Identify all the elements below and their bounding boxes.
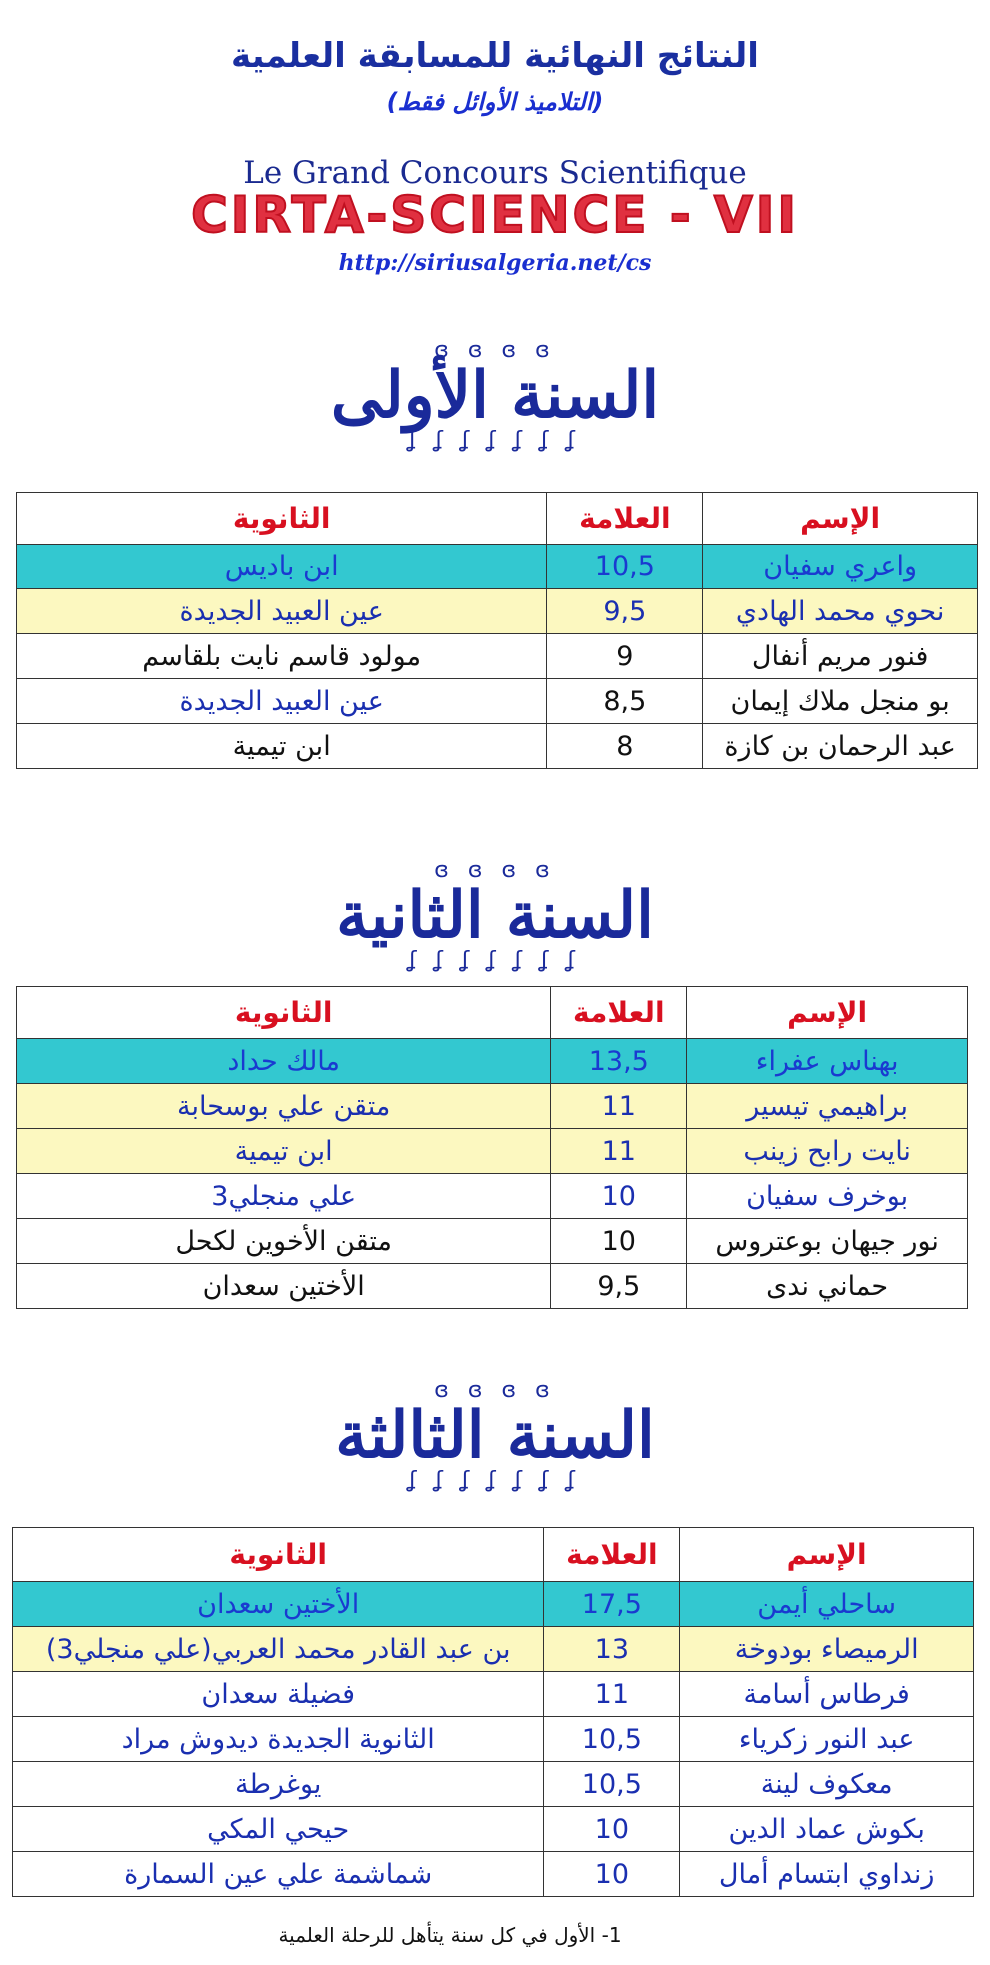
table-row — [17, 634, 978, 679]
student-name: فرطاس أسامة — [680, 1672, 974, 1717]
table-row — [13, 1807, 974, 1852]
column-header-name: الإسم — [687, 987, 968, 1039]
student-name: بوخرف سفيان — [687, 1174, 968, 1219]
student-name: عبد النور زكرياء — [680, 1717, 974, 1762]
student-name: فنور مريم أنفال — [703, 634, 978, 679]
student-name: نايت رابح زينب — [687, 1129, 968, 1174]
column-header-score: العلامة — [544, 1528, 680, 1582]
contest-logo-text: CIRTA-SCIENCE - VII — [191, 186, 799, 244]
year3-ornament-bottom: ʆ ʆ ʆ ʆ ʆ ʆ ʆ — [409, 1468, 581, 1493]
table-header-row — [17, 493, 978, 545]
student-school: يوغرطة — [13, 1762, 544, 1807]
table-row — [17, 724, 978, 769]
student-score: 10 — [551, 1174, 687, 1219]
student-score: 9,5 — [551, 1264, 687, 1309]
student-school: حيحي المكي — [13, 1807, 544, 1852]
column-header-school: الثانوية — [17, 493, 547, 545]
year3-results-table — [12, 1527, 974, 1897]
student-name: حماني ندى — [687, 1264, 968, 1309]
year2-heading: السنة الثانية — [336, 878, 654, 953]
table-header-row — [17, 987, 968, 1039]
student-school: متقن الأخوين لكحل — [17, 1219, 551, 1264]
student-name: نحوي محمد الهادي — [703, 589, 978, 634]
table-row — [17, 1129, 968, 1174]
student-school: متقن علي بوسحابة — [17, 1084, 551, 1129]
student-score: 10 — [544, 1852, 680, 1897]
student-name: واعري سفيان — [703, 545, 978, 589]
student-school: مالك حداد — [17, 1039, 551, 1084]
page-subtitle-ar: (التلاميذ الأوائل فقط) — [386, 88, 604, 116]
table-row — [17, 1264, 968, 1309]
student-score: 8 — [547, 724, 703, 769]
student-school: ابن باديس — [17, 545, 547, 589]
year2-results-table — [16, 986, 968, 1309]
table-row — [17, 679, 978, 724]
column-header-name: الإسم — [680, 1528, 974, 1582]
year2-ornament-top: ɞ ɞ ɞ ɞ — [434, 858, 556, 883]
table-row — [17, 1219, 968, 1264]
year1-heading: السنة الأولى — [330, 358, 660, 433]
student-school: ابن تيمية — [17, 724, 547, 769]
student-name: عبد الرحمان بن كازة — [703, 724, 978, 769]
student-score: 11 — [551, 1129, 687, 1174]
footer-note: 1- الأول في كل سنة يتأهل للرحلة العلمية — [278, 1923, 622, 1947]
student-name: معكوف لينة — [680, 1762, 974, 1807]
student-school: الأختين سعدان — [13, 1582, 544, 1627]
student-score: 10,5 — [547, 545, 703, 589]
year1-results-table — [16, 492, 978, 769]
column-header-name: الإسم — [703, 493, 978, 545]
site-url-link[interactable]: http://siriusalgeria.net/cs — [338, 250, 652, 276]
table-row — [13, 1582, 974, 1627]
student-school: بن عبد القادر محمد العربي(علي منجلي3) — [13, 1627, 544, 1672]
column-header-school: الثانوية — [17, 987, 551, 1039]
student-school: ابن تيمية — [17, 1129, 551, 1174]
column-header-score: العلامة — [547, 493, 703, 545]
table-row — [13, 1762, 974, 1807]
student-school: الأختين سعدان — [17, 1264, 551, 1309]
student-score: 9 — [547, 634, 703, 679]
student-school: الثانوية الجديدة ديدوش مراد — [13, 1717, 544, 1762]
student-name: ساحلي أيمن — [680, 1582, 974, 1627]
student-score: 9,5 — [547, 589, 703, 634]
student-school: مولود قاسم نايت بلقاسم — [17, 634, 547, 679]
student-score: 10,5 — [544, 1762, 680, 1807]
student-score: 17,5 — [544, 1582, 680, 1627]
year3-heading: السنة الثالثة — [335, 1398, 655, 1473]
student-school: علي منجلي3 — [17, 1174, 551, 1219]
table-row — [13, 1672, 974, 1717]
student-score: 10,5 — [544, 1717, 680, 1762]
student-name: الرميصاء بودوخة — [680, 1627, 974, 1672]
table-row — [13, 1717, 974, 1762]
column-header-school: الثانوية — [13, 1528, 544, 1582]
column-header-score: العلامة — [551, 987, 687, 1039]
table-row — [17, 589, 978, 634]
student-name: بكوش عماد الدين — [680, 1807, 974, 1852]
table-row — [17, 1174, 968, 1219]
student-name: بو منجل ملاك إيمان — [703, 679, 978, 724]
student-name: زنداوي ابتسام أمال — [680, 1852, 974, 1897]
student-school: شماشمة علي عين السمارة — [13, 1852, 544, 1897]
table-row — [13, 1627, 974, 1672]
student-score: 11 — [544, 1672, 680, 1717]
table-row — [17, 1039, 968, 1084]
student-score: 11 — [551, 1084, 687, 1129]
student-score: 10 — [544, 1807, 680, 1852]
page-title-fr: Le Grand Concours Scientifique — [243, 155, 747, 191]
student-score: 10 — [551, 1219, 687, 1264]
student-name: نور جيهان بوعتروس — [687, 1219, 968, 1264]
student-score: 8,5 — [547, 679, 703, 724]
student-name: براهيمي تيسير — [687, 1084, 968, 1129]
table-row — [13, 1852, 974, 1897]
year2-ornament-bottom: ʆ ʆ ʆ ʆ ʆ ʆ ʆ — [409, 948, 581, 973]
year1-ornament-bottom: ʆ ʆ ʆ ʆ ʆ ʆ ʆ — [409, 428, 581, 453]
student-score: 13 — [544, 1627, 680, 1672]
table-row — [17, 1084, 968, 1129]
student-score: 13,5 — [551, 1039, 687, 1084]
student-school: عين العبيد الجديدة — [17, 589, 547, 634]
year3-ornament-top: ɞ ɞ ɞ ɞ — [434, 1378, 556, 1403]
table-header-row — [13, 1528, 974, 1582]
student-school: عين العبيد الجديدة — [17, 679, 547, 724]
page-title-ar: النتائج النهائية للمسابقة العلمية — [231, 36, 759, 76]
year1-ornament-top: ɞ ɞ ɞ ɞ — [434, 338, 556, 363]
student-school: فضيلة سعدان — [13, 1672, 544, 1717]
table-row — [17, 545, 978, 589]
student-name: بهناس عفراء — [687, 1039, 968, 1084]
